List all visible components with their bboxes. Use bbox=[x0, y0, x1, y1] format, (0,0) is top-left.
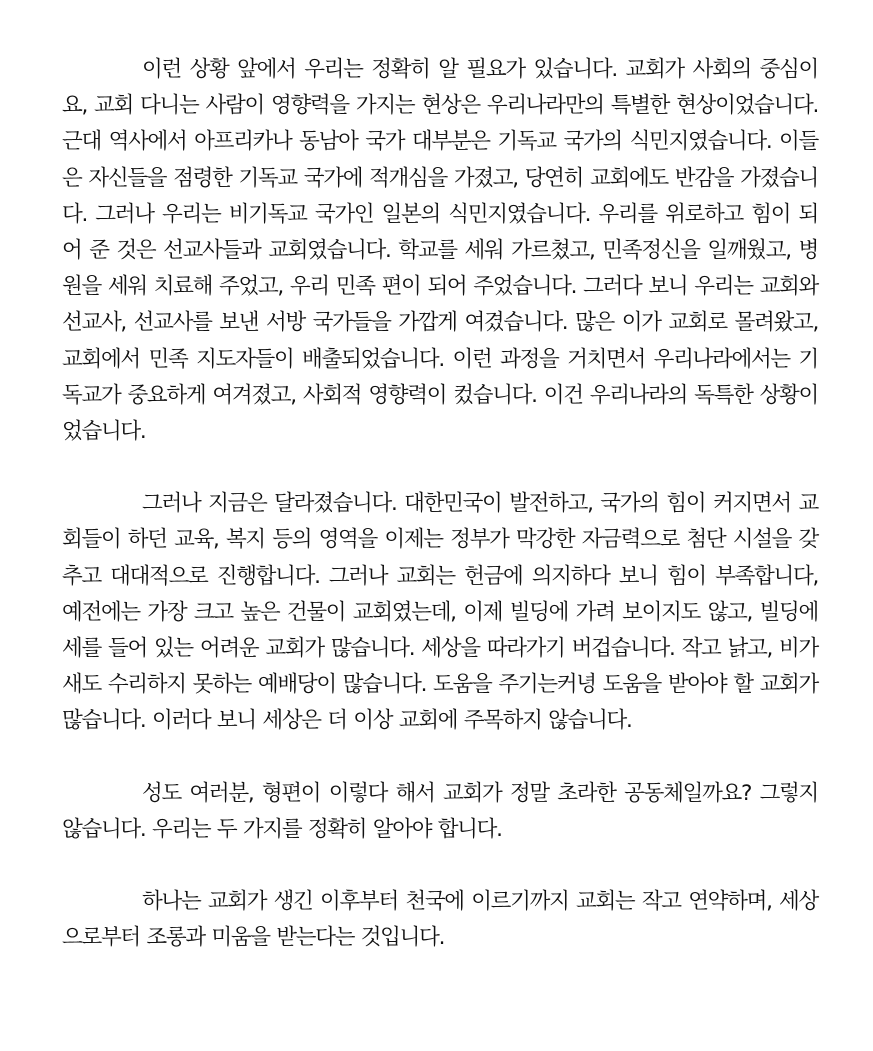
paragraph-4: 하나는 교회가 생긴 이후부터 천국에 이르기까지 교회는 작고 연약하며, 세상으로부터 조롱과 미움을 받는다는 것입니다. bbox=[62, 889, 818, 951]
paragraph-3: 성도 여러분, 형편이 이렇다 해서 교회가 정말 초라한 공동체일까요? 그렇지 않습니다. 우리는 두 가지를 정확히 알아야 합니다. bbox=[62, 780, 818, 842]
paragraph-1: 이런 상황 앞에서 우리는 정확히 알 필요가 있습니다. 교회가 사회의 중심이요, 교회 다니는 사람이 영향력을 가지는 현상은 우리나라만의 특별한 현상이었습니다. 근대 역사에서 아프리카나 동남아 국가 대부분은 기독교 국가의 식민지였습니다. 이들은 자신들을 점령한 기독교 국가에 적개심을 가졌고, 당연히 교회에도 반감을 가졌습니다. 그러나 우리는 비기독교 국가인 일본의 식민지였습니다. 우리를 위로하고 힘이 되어 준 것은 선교사들과 교회였습니다. 학교를 세워 가르쳤고, 민족정신을 일깨웠고, 병원을 세워 치료해 주었고, 우리 민족 편이 되어 주었습니다. 그러다 보니 우리는 교회와 선교사, 선교사를 보낸 서방 국가들을 가깝게 여겼습니다. 많은 이가 교회로 몰려왔고, 교회에서 민족 지도자들이 배출되었습니다. 이런 과정을 거치면서 우리나라에서는 기독교가 중요하게 여겨졌고, 사회적 영향력이 컸습니다. 이건 우리나라의 독특한 상황이었습니다. bbox=[62, 57, 818, 445]
document-page bbox=[62, 52, 818, 956]
paragraph-2: 그러나 지금은 달라졌습니다. 대한민국이 발전하고, 국가의 힘이 커지면서 교회들이 하던 교육, 복지 등의 영역을 이제는 정부가 막강한 자금력으로 첨단 시설을 갖추고 대대적으로 진행합니다. 그러나 교회는 헌금에 의지하다 보니 힘이 부족합니다, 예전에는 가장 크고 높은 건물이 교회였는데, 이제 빌딩에 가려 보이지도 않고, 빌딩에 세를 들어 있는 어려운 교회가 많습니다. 세상을 따라가기 버겁습니다. 작고 낡고, 비가 새도 수리하지 못하는 예배당이 많습니다. 도움을 주기는커녕 도움을 받아야 할 교회가 많습니다. 이러다 보니 세상은 더 이상 교회에 주목하지 않습니다. bbox=[62, 491, 818, 734]
